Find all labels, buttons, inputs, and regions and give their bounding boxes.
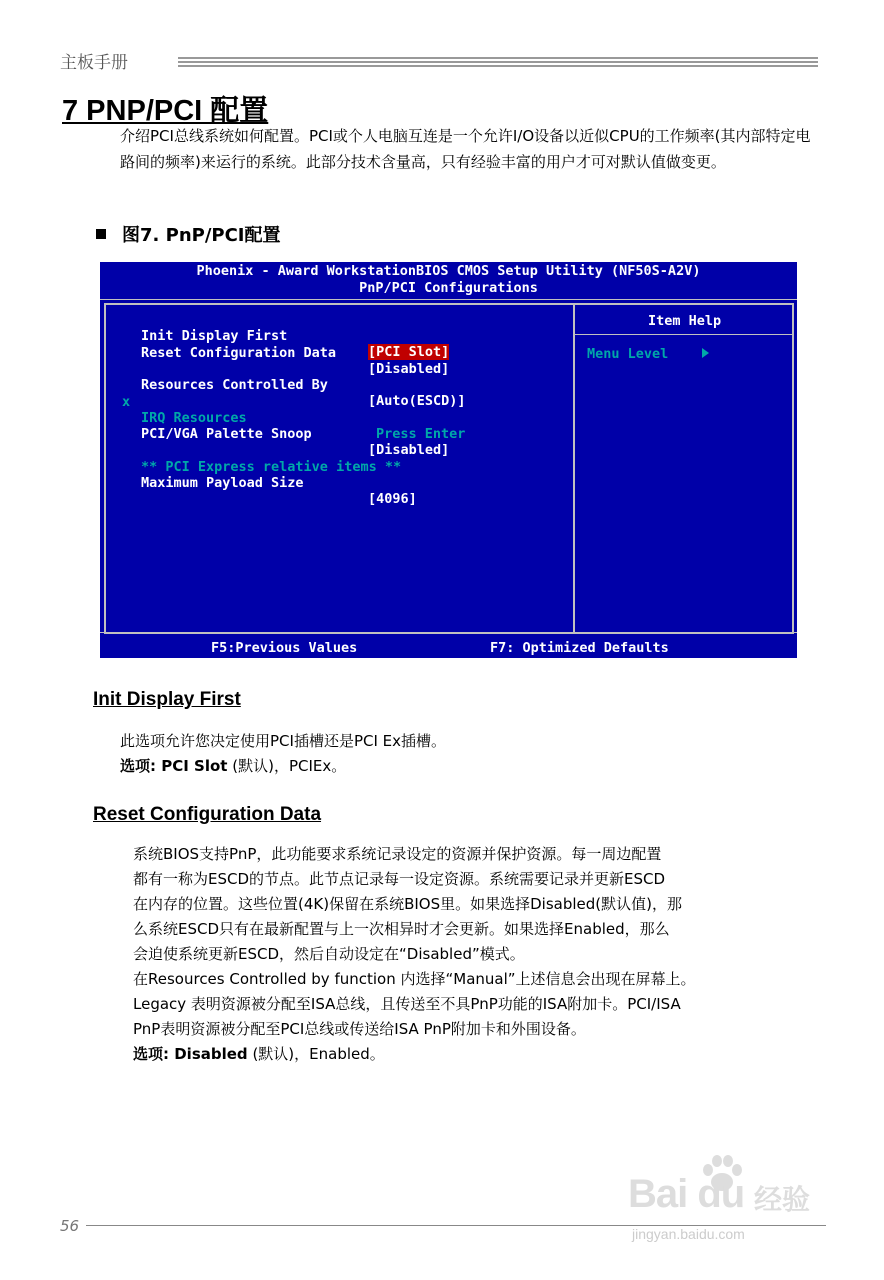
body-line: 么系统ESCD只有在最新配置与上一次相异时才会更新。如果选择Enabled，那么 bbox=[133, 920, 670, 938]
watermark-brand: Bai du bbox=[628, 1172, 745, 1216]
body-line: PnP表明资源被分配至PCI总线或传送给ISA PnP附加卡和外围设备。 bbox=[133, 1020, 586, 1038]
bios-help-separator bbox=[575, 334, 792, 335]
section-heading-init-display: Init Display First bbox=[93, 689, 241, 710]
bios-row-value[interactable]: [PCI Slot] bbox=[368, 344, 450, 360]
bios-divider bbox=[573, 303, 575, 634]
section-body-reset-config bbox=[133, 842, 823, 1067]
body-line: 在内存的位置。这些位置(4K)保留在系统BIOS里。如果选择Disabled(默认值)，那 bbox=[133, 895, 682, 913]
bullet-square-icon bbox=[96, 229, 106, 239]
body-line: 都有一称为ESCD的节点。此节点记录每一设定资源。系统需要记录并更新ESCD bbox=[133, 870, 666, 888]
watermark-cn: 经验 bbox=[754, 1183, 811, 1216]
baidu-watermark bbox=[628, 1150, 838, 1250]
options-rest: (默认)，PCIEx。 bbox=[227, 757, 347, 775]
options-prefix: 选项: bbox=[133, 1045, 175, 1063]
options-default: PCI Slot bbox=[161, 757, 228, 775]
bios-menu-level: Menu Level bbox=[587, 346, 669, 362]
body-line: Legacy 表明资源被分配至ISA总线，且传送至不具PnP功能的ISA附加卡。PCI/ISA bbox=[133, 995, 681, 1013]
bios-row-value[interactable]: [Auto(ESCD)] bbox=[368, 393, 466, 409]
bios-subtitle: PnP/PCI Configurations bbox=[359, 280, 538, 296]
section-options-reset-config bbox=[133, 1042, 823, 1067]
bios-row-label: Init Display First bbox=[141, 328, 288, 344]
page-number: 56 bbox=[60, 1217, 80, 1235]
bios-row-label: Reset Configuration Data bbox=[141, 345, 337, 361]
bios-screen bbox=[100, 262, 797, 658]
watermark-url: jingyan.baidu.com bbox=[632, 1226, 745, 1242]
section-heading-reset-config: Reset Configuration Data bbox=[93, 804, 322, 825]
bios-row-value[interactable]: [4096] bbox=[368, 491, 417, 507]
bios-top-line bbox=[100, 299, 797, 300]
bios-row-value[interactable]: [Disabled] bbox=[368, 442, 450, 458]
options-prefix: 选项: bbox=[120, 757, 162, 775]
bios-footer-f5: F5:Previous Values bbox=[211, 640, 358, 656]
bios-row-label: Resources Controlled By bbox=[141, 377, 328, 393]
figure-caption bbox=[96, 221, 281, 247]
section-body-init-display: 此选项允许您决定使用PCI插槽还是PCI Ex插槽。 bbox=[120, 732, 447, 750]
section-options-init-display bbox=[120, 754, 346, 779]
header-rule bbox=[178, 57, 818, 59]
body-line: 会迫使系统更新ESCD，然后自动设定在“Disabled”模式。 bbox=[133, 945, 525, 963]
bios-row-label: Maximum Payload Size bbox=[141, 475, 304, 491]
bios-row-label: ** PCI Express relative items ** bbox=[141, 459, 402, 475]
body-line: 系统BIOS支持PnP，此功能要求系统记录设定的资源并保护资源。每一周边配置 bbox=[133, 845, 662, 863]
bios-row-label: IRQ Resources bbox=[141, 410, 247, 426]
intro-paragraph: 介绍PCI总线系统如何配置。PCI或个人电脑互连是一个允许I/O设备以近似CPU的工作频率(其内部特定电路间的频率)来运行的系统。此部分技术含量高，只有经验丰富的用户才可对默认值做变更。 bbox=[120, 127, 811, 171]
bios-row-value[interactable]: [Disabled] bbox=[368, 361, 450, 377]
header-title: 主板手册 bbox=[60, 53, 128, 73]
bios-footer-f7: F7: Optimized Defaults bbox=[490, 640, 669, 656]
body-line: 在Resources Controlled by function 内选择“Manual”上述信息会出现在屏幕上。 bbox=[133, 970, 696, 988]
chapter-title: 7 PNP/PCI 配置 bbox=[62, 95, 269, 127]
menu-level-arrow-icon bbox=[702, 348, 709, 358]
options-rest: (默认)，Enabled。 bbox=[247, 1045, 385, 1063]
bios-title: Phoenix - Award WorkstationBIOS CMOS Setup Utility (NF50S-A2V) bbox=[196, 263, 701, 279]
bios-bottom-line bbox=[100, 632, 797, 633]
options-default: Disabled bbox=[174, 1045, 248, 1063]
bios-help-title: Item Help bbox=[648, 313, 722, 329]
figure-caption-text: 图7. PnP/PCI配置 bbox=[122, 225, 281, 246]
bios-row-value: Press Enter bbox=[376, 426, 466, 442]
bios-row-marker: x bbox=[122, 394, 131, 410]
bios-row-label: PCI/VGA Palette Snoop bbox=[141, 426, 312, 442]
